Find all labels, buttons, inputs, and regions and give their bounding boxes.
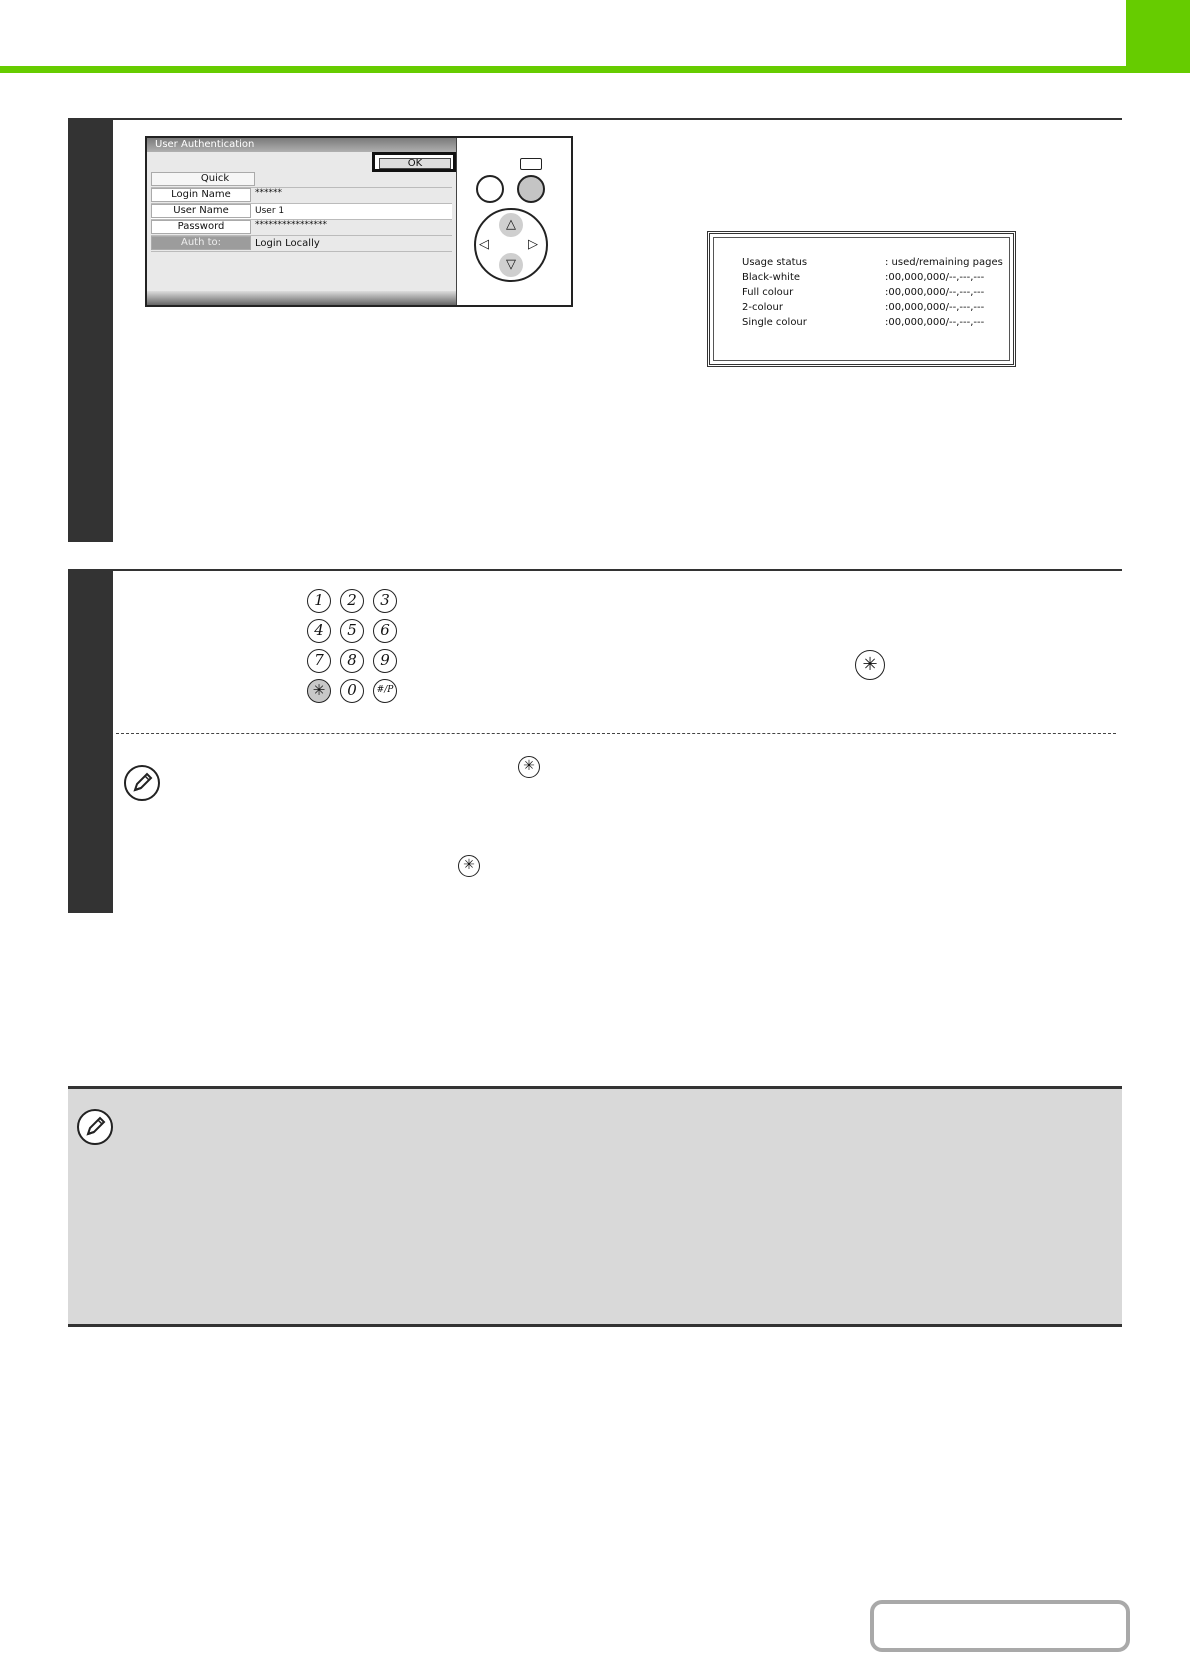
usage-row-label: Full colour	[742, 287, 794, 298]
user-name-value: User 1	[255, 206, 285, 216]
key-0[interactable]: 0	[340, 679, 364, 703]
left-arrow-icon[interactable]: ◁	[479, 237, 489, 252]
key-8[interactable]: 8	[340, 649, 364, 673]
note-box	[68, 1086, 1122, 1327]
key-9[interactable]: 9	[373, 649, 397, 673]
password-label: Password	[151, 220, 251, 234]
screen-row-auth-to[interactable]	[151, 236, 452, 252]
usage-row-value: :00,000,000/--,---,---	[885, 317, 985, 328]
key-star[interactable]: ✳	[307, 679, 331, 703]
header-accent-tab	[1126, 0, 1190, 73]
key-4[interactable]: 4	[307, 619, 331, 643]
arrow-pad[interactable]	[474, 208, 548, 282]
lcd-screen	[147, 138, 457, 305]
auth-to-label: Auth to:	[151, 236, 251, 250]
step-1-top-rule	[68, 118, 1122, 120]
usage-row	[742, 301, 985, 315]
login-name-value: ******	[255, 188, 282, 198]
operation-panel-illustration	[145, 136, 573, 307]
key-6[interactable]: 6	[373, 619, 397, 643]
usage-status-inner	[713, 237, 1010, 361]
usage-row-value: : used/remaining pages	[885, 257, 1003, 268]
quick-button-label: Quick	[151, 172, 255, 186]
usage-row-value: :00,000,000/--,---,---	[885, 287, 985, 298]
right-arrow-icon[interactable]: ▷	[528, 237, 538, 252]
step-2-top-rule	[68, 569, 1122, 571]
step-2-number-bar	[68, 569, 113, 913]
contents-button[interactable]	[870, 1600, 1130, 1652]
auth-to-value: Login Locally	[255, 238, 320, 249]
usage-row-value: :00,000,000/--,---,---	[885, 272, 985, 283]
screen-row-login-name[interactable]	[151, 188, 452, 204]
usage-row	[742, 271, 985, 285]
star-key-icon: ✳	[458, 855, 480, 877]
pencil-icon	[124, 765, 160, 801]
small-key[interactable]	[520, 158, 542, 170]
pencil-icon	[77, 1109, 113, 1145]
star-key-icon: ✳	[518, 756, 540, 778]
usage-row	[742, 256, 1003, 270]
usage-status-display	[707, 231, 1016, 367]
screen-bottom-bar	[147, 291, 456, 305]
usage-row	[742, 286, 985, 300]
screen-row-password[interactable]	[151, 220, 452, 236]
header-accent-line	[0, 66, 1126, 73]
usage-row-label: Single colour	[742, 317, 807, 328]
key-7[interactable]: 7	[307, 649, 331, 673]
screen-title: User Authentication	[147, 138, 456, 152]
usage-row-label: Black-white	[742, 272, 801, 283]
password-value: ****************	[255, 220, 327, 230]
ok-button-label: OK	[379, 158, 451, 169]
back-key[interactable]	[476, 175, 504, 203]
usage-row	[742, 316, 985, 330]
screen-row-quick[interactable]	[151, 172, 452, 188]
down-arrow-icon[interactable]: ▽	[499, 253, 523, 277]
key-2[interactable]: 2	[340, 589, 364, 613]
key-1[interactable]: 1	[307, 589, 331, 613]
key-3[interactable]: 3	[373, 589, 397, 613]
login-name-label: Login Name	[151, 188, 251, 202]
key-hash-p[interactable]: #/P	[373, 679, 397, 703]
ok-key[interactable]	[517, 175, 545, 203]
user-name-label: User Name	[151, 204, 251, 218]
ok-button[interactable]	[372, 152, 456, 172]
star-key-icon: ✳	[855, 650, 885, 680]
usage-row-label: 2-colour	[742, 302, 783, 313]
dashed-separator	[116, 733, 1116, 734]
numeric-keypad	[307, 589, 399, 705]
up-arrow-icon[interactable]: △	[499, 213, 523, 237]
step-1-number-bar	[68, 118, 113, 542]
usage-row-value: :00,000,000/--,---,---	[885, 302, 985, 313]
usage-row-label: Usage status	[742, 257, 808, 268]
key-5[interactable]: 5	[340, 619, 364, 643]
